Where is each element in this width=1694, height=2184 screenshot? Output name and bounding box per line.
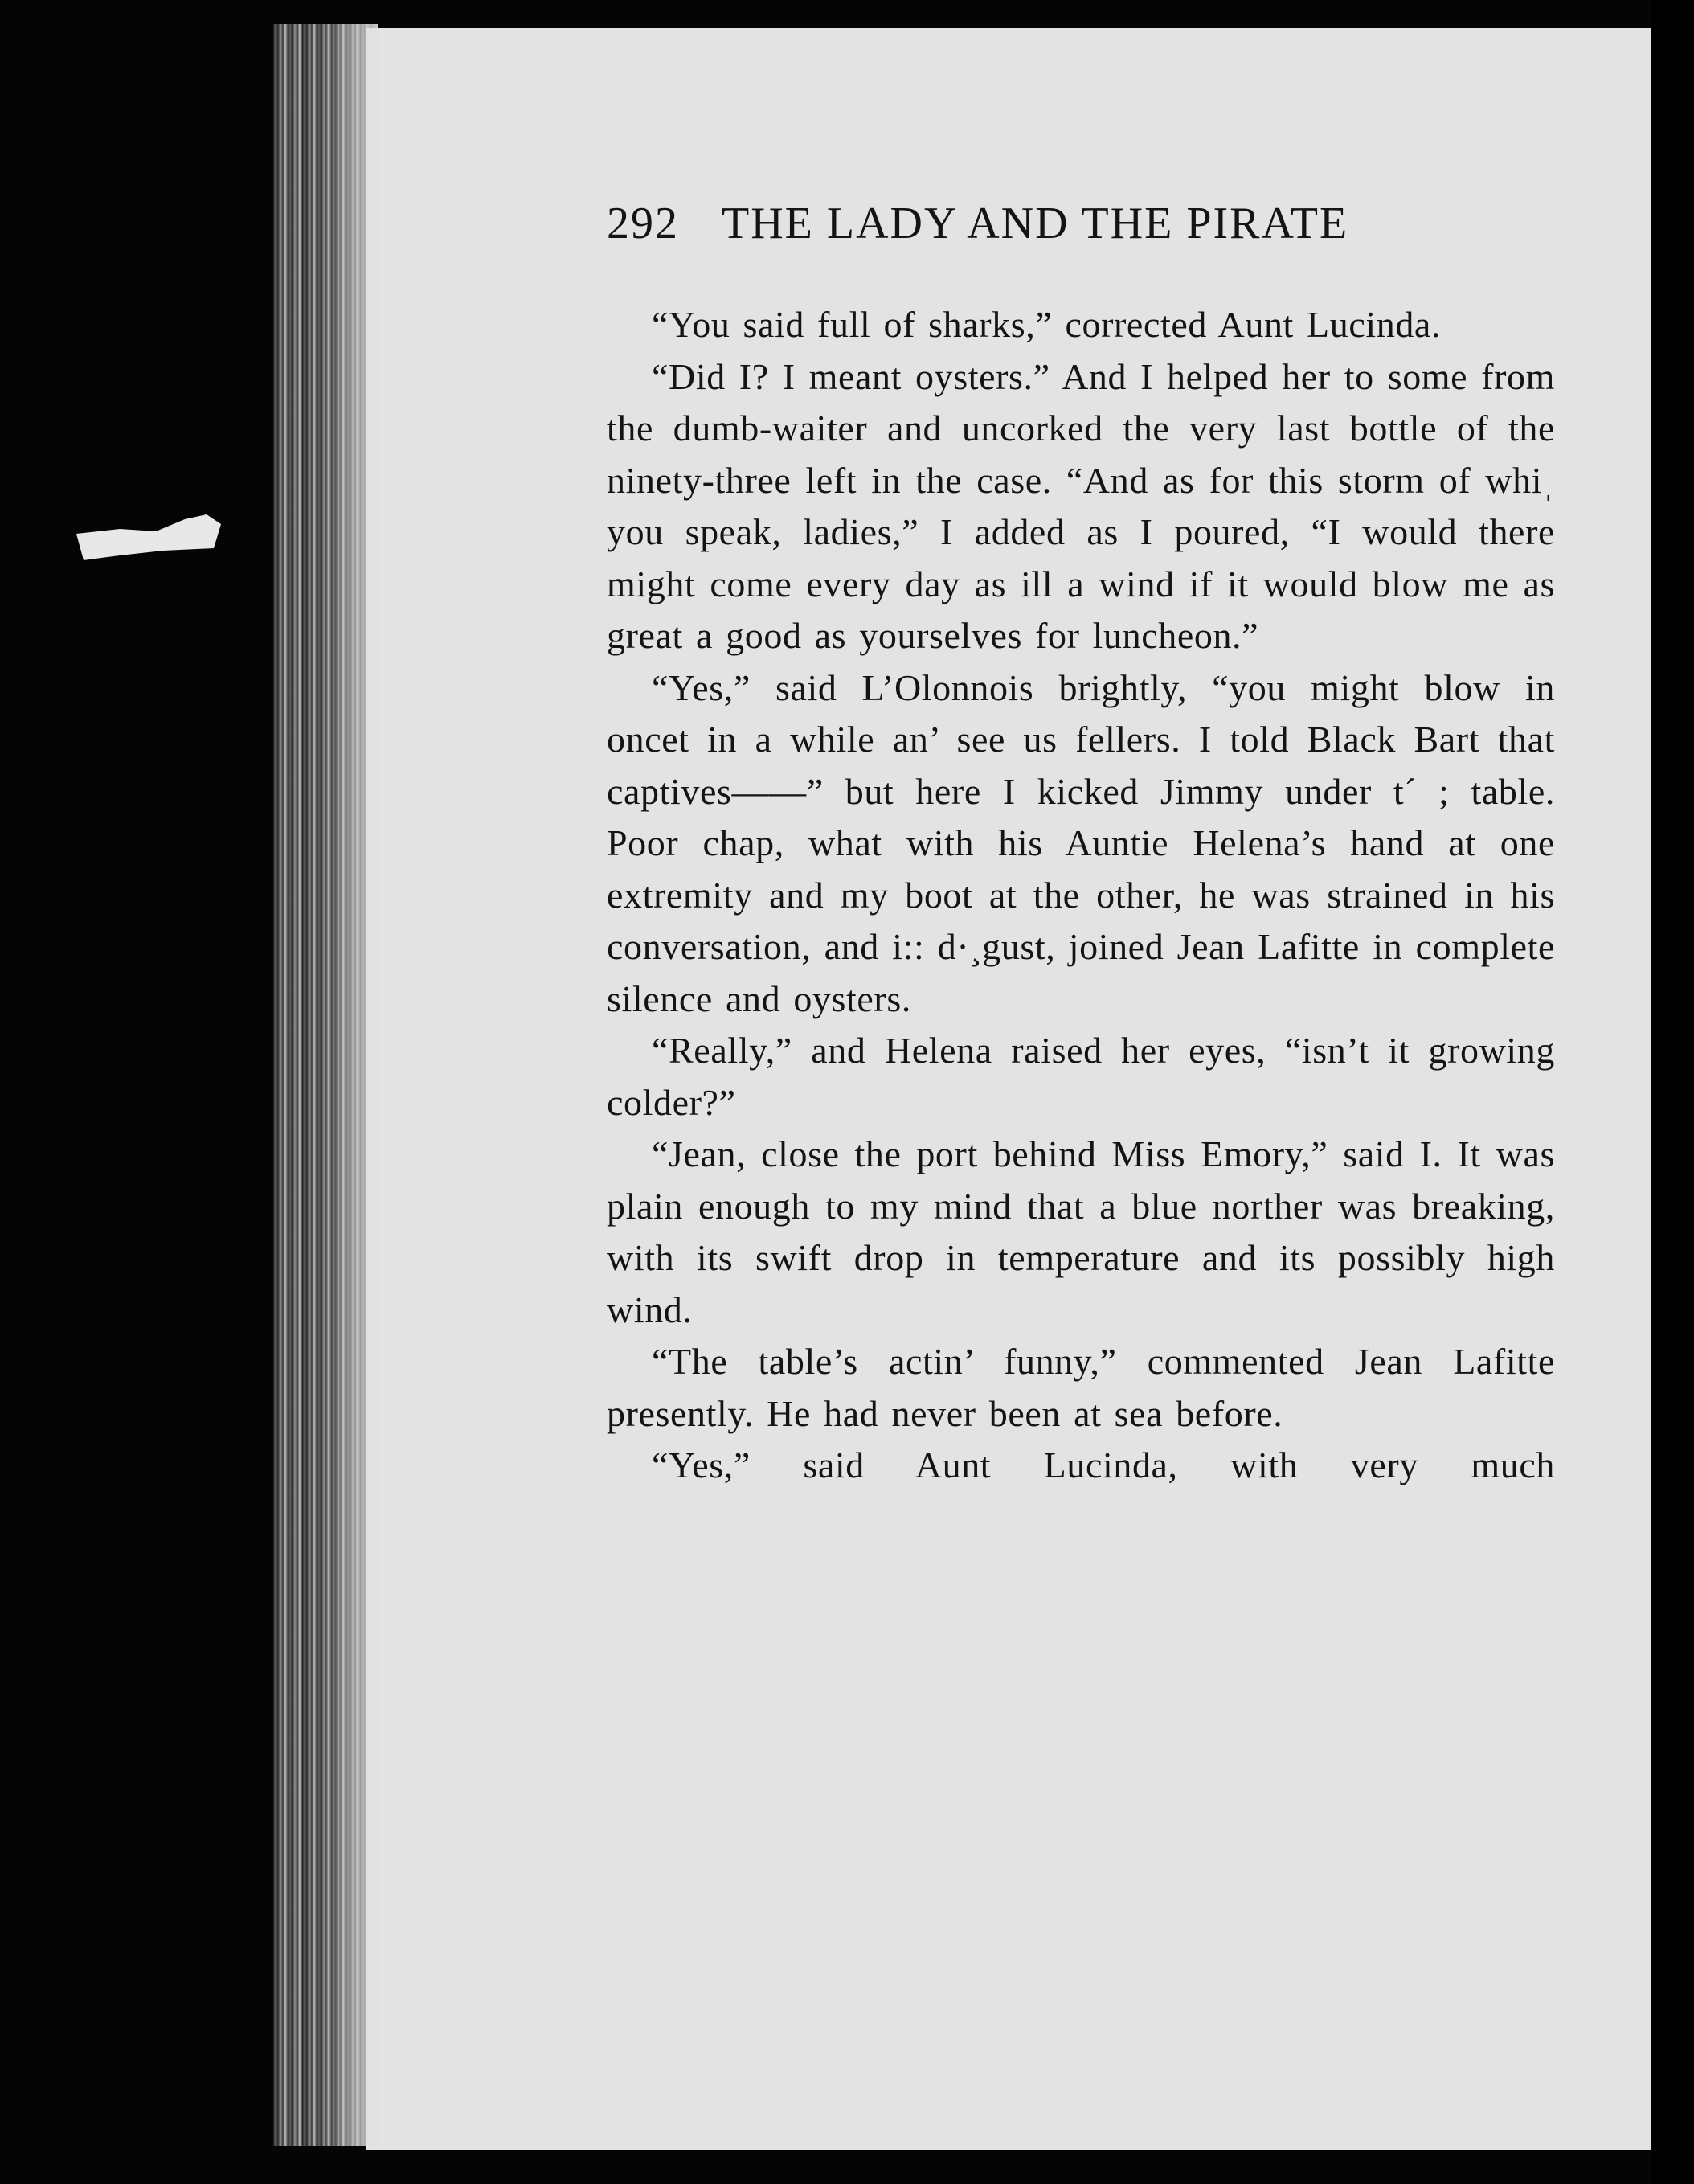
paragraph-3: “Yes,” said L’Olonnois brightly, “you might blow in oncet in a while an’ see us fellers. I told Black Bart that captives——” but here I kicked Jimmy under t´ ; table. Poor chap, what with his Auntie Helena’s hand at one extremity and my boot at the other, he was strained in his conversation, and i:: d·¸gust, joined Jean Lafitte in complete silence and oysters. xyxy=(607,666,1555,1019)
paragraph-4: “Really,” and Helena raised her eyes, “isn’t it growing colder?” xyxy=(607,1030,1555,1123)
scan-right-border xyxy=(1651,0,1694,2184)
book-page xyxy=(366,28,1651,2150)
gutter-shadow xyxy=(321,24,378,2146)
page-number: 292 xyxy=(607,199,679,248)
paragraph-5: “Jean, close the port behind Miss Emory,” said I. It was plain enough to my mind that a blue norther was breaking, with its swift drop in temperature and its possibly high wind. xyxy=(607,1133,1555,1330)
paragraph-1: “You said full of sharks,” corrected Aunt Lucinda. xyxy=(652,304,1442,346)
paragraph-6: “The table’s actin’ funny,” commented Jean Lafitte presently. He had never been at sea before. xyxy=(607,1341,1555,1434)
running-head xyxy=(607,197,1555,251)
paragraph-2: “Did I? I meant oysters.” And I helped her to some from the dumb-waiter and uncorked the very last bottle of the ninety-three left in the case. “And as for this storm of whiˌ you speak, ladies,” I added as I poured, “I would there might come every day as ill a wind if it would blow me as great a good as yourselves for luncheon.” xyxy=(607,355,1555,657)
paragraph-7: “Yes,” said Aunt Lucinda, with very much xyxy=(652,1444,1555,1486)
running-title: THE LADY AND THE PIRATE xyxy=(722,199,1349,248)
page-text-block xyxy=(607,197,1555,1492)
